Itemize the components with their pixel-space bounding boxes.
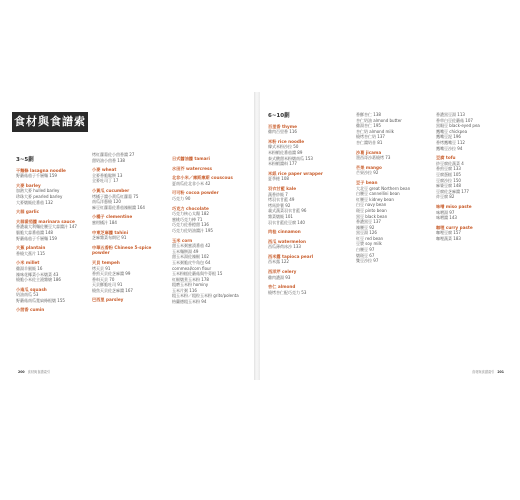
index-item: 鷹嘴豆泥 196 xyxy=(436,134,461,140)
index-item: 蔬香炒飯 7 xyxy=(268,191,288,197)
index-item: 雜菜燉飯 101 xyxy=(268,213,293,219)
index-item: 格蘭德粗玉米粉 94 xyxy=(172,299,207,305)
index-item: 韓式米粉沙拉 50 xyxy=(268,144,299,150)
index-item: 豆腐佐芝麻醬 177 xyxy=(436,188,469,194)
index-item: 芒果沙拉 92 xyxy=(356,170,379,176)
index-item: 甜奶油小茴香 138 xyxy=(92,157,125,163)
index-item: 烤天貝 91 xyxy=(92,265,111,271)
left-column-3 xyxy=(172,156,250,305)
index-entry-heading: 玉米 corn xyxy=(172,237,193,243)
index-item: 玉米麵餅湯 49 xyxy=(172,248,199,254)
index-item: 奶油南瓜 53 xyxy=(16,292,39,298)
index-item: 炸豆腐 82 xyxy=(436,194,455,200)
index-item: 黑眼豆 black-eyed pea xyxy=(436,123,480,129)
index-item: 芝麻雜菜布朗尼 91 xyxy=(92,235,127,241)
index-entry-heading: 巴西里 parsley xyxy=(92,297,124,303)
index-item: 墨西哥沙葛燒烤 73 xyxy=(356,155,391,161)
right-page xyxy=(260,92,512,380)
right-column-1 xyxy=(268,112,344,295)
index-item: 黑豆湯 126 xyxy=(356,230,377,236)
index-item: 鷹嘴豆沙拉 94 xyxy=(436,145,463,151)
index-entry-heading: 豆腐 tofu xyxy=(436,155,456,161)
index-item: 麻婆豆腐 148 xyxy=(436,183,461,189)
index-item: 羽衣甘藍佐豆腐 140 xyxy=(268,219,305,225)
index-item: 斑豆 pinto bean xyxy=(356,207,387,213)
left-column-1 xyxy=(16,156,90,313)
index-item: 燉斑豆 67 xyxy=(356,252,375,258)
index-item: 烤羽衣甘藍 49 xyxy=(268,197,295,203)
index-item: 雞肉濃湯 93 xyxy=(268,274,291,280)
index-entry-heading: 肉桂 cinnamon xyxy=(268,229,301,235)
index-item: 西瓜薄荷冰沙 133 xyxy=(268,244,301,250)
index-entry-heading: 可可粉 cocoa powder xyxy=(172,190,219,196)
index-item: 玉米粥脆皮牛角包 64 xyxy=(172,259,211,265)
index-item: 野蘑菇茄子千層麵 159 xyxy=(16,173,57,179)
index-item: 玉米片粥 116 xyxy=(172,287,197,293)
index-item: 香濃黑豆湯 113 xyxy=(436,112,465,117)
index-item: 烤馬鈴薯 92 xyxy=(268,202,291,208)
index-item: 巧克力核心太陽 182 xyxy=(172,211,209,217)
footer-label: 食材與食譜索引 xyxy=(472,370,495,374)
index-item: 豆漿 soy milk xyxy=(356,241,382,247)
index-item: 珍珠大麥 pearled barley xyxy=(16,193,63,199)
index-item: 白豆 navy bean xyxy=(356,202,387,208)
index-item: 南瓜洋蔥燒 120 xyxy=(92,199,121,205)
index-item: 香烤鷹嘴豆 112 xyxy=(436,139,465,145)
index-entry-heading: 米粉 rice noodle xyxy=(268,138,305,144)
index-item: 香酥杏仁 138 xyxy=(356,112,381,117)
index-entry-heading: 大蒜番茄醬 marinara sauce xyxy=(16,218,75,224)
index-item: 巧克力佐奶油醬汁 195 xyxy=(172,227,213,233)
index-entry-heading: 味噌 miso paste xyxy=(436,203,472,209)
index-item: 野蘑菇南瓜寬扁條根燉 155 xyxy=(16,297,65,303)
index-item: 味噌醬 143 xyxy=(436,215,457,221)
index-item: 燒脆小米佐主澆雜燴 186 xyxy=(16,277,61,283)
index-item: 天貝酥脆吐司 91 xyxy=(92,282,123,288)
index-entry-heading: 日式醬油醬 tamari xyxy=(172,156,210,161)
index-entry-heading: 大麥 barley xyxy=(16,182,41,188)
index-item: 香草白豆佐蘑菇 107 xyxy=(436,117,473,123)
index-item: 蜜桃巧克力棒 71 xyxy=(172,216,203,222)
index-item: 香燒大蕉片 115 xyxy=(16,250,45,256)
index-entry-heading: 羽衣甘藍 kale xyxy=(268,185,297,191)
index-item: 泰式酸甜米粉燉南瓜 153 xyxy=(268,155,313,161)
index-item: 夏南瓜佐北非小米 42 xyxy=(172,180,211,186)
index-entry-heading: 小橘子 clementine xyxy=(92,214,133,220)
index-item: 米粉蝦醬料 177 xyxy=(268,161,297,167)
index-item: 咖哩豆腐 157 xyxy=(436,230,461,236)
index-entry-heading: 西洋芹 celery xyxy=(268,269,297,275)
index-item: 燒烤杏仁奶 137 xyxy=(356,134,385,140)
page-title: 食材與食譜索引 xyxy=(12,112,88,132)
index-item: 豆腐蛋糕 105 xyxy=(436,171,461,177)
index-entry-heading: 巧克力 chocolate xyxy=(172,205,209,211)
index-item: 粗玉米粉／粗粒玉米粉 grits/polenta xyxy=(172,293,239,299)
index-item: 雞肉百里香 116 xyxy=(268,129,297,135)
index-entry-heading: 中華五香粉 Chinese 5-spice powder xyxy=(92,244,152,256)
index-item: 杏仁醬奶昔 81 xyxy=(356,139,383,145)
index-item: 燒烤杏仁配巧克力 53 xyxy=(268,289,307,295)
index-item: 加熱大麥 hulled barley xyxy=(16,188,60,194)
index-entry-heading: 小米 millet xyxy=(16,260,40,266)
index-item: 大麥燉飯佐番茄 132 xyxy=(16,199,53,205)
index-item: 烤紅蘿蔔佐小茴香醬 27 xyxy=(92,152,135,157)
index-item: 杏仁奶油 almond butter xyxy=(356,117,402,123)
index-item: 香料天貝 70 xyxy=(92,276,115,282)
right-footer xyxy=(472,369,506,374)
index-item: 辣味花椰菜小米燉菜 43 xyxy=(16,271,59,277)
index-entry-heading: 小麥 wheat xyxy=(92,167,117,173)
index-item: 腦脆大蒜番茄醬 148 xyxy=(16,229,53,235)
page-number: 201 xyxy=(497,370,504,374)
index-item: 炒豆腐佐蔬菜 4 xyxy=(436,160,464,166)
index-entry-heading: 大蒜 garlic xyxy=(16,209,40,215)
index-entry-heading: 西米露 tapioca pearl xyxy=(268,253,314,259)
index-entry-heading: 天貝 tempeh xyxy=(92,259,120,265)
index-item: 豆腐沙拉 150 xyxy=(436,177,461,183)
index-entry-heading: 中東芝麻醬 tahini xyxy=(92,229,129,235)
index-item: 紅椒燉煮玉米粉 178 xyxy=(172,276,209,282)
index-item: 白腰豆 cannellini bean xyxy=(356,191,400,197)
index-group-heading: 3~5劃 xyxy=(16,157,34,163)
footer-label: 食材與食譜索引 xyxy=(27,370,50,374)
index-item: 燒焦天貝佐芝麻醬 167 xyxy=(92,287,133,293)
index-item: 巧克力佐香橙甜 136 xyxy=(172,222,209,228)
index-entry-heading: 百里香 thyme xyxy=(268,123,297,129)
index-item: 玉米粉糕佐蘑菇與牛蒡根 15 xyxy=(172,271,223,277)
index-item: 義式蔬菜羽衣甘藍 96 xyxy=(268,208,307,214)
index-item: 香煎天貝佐芝麻醬 99 xyxy=(92,271,131,277)
index-item: 米粉蝦佐番茄醬 89 xyxy=(268,149,303,155)
index-entry-heading: 米紙 rice paper wrapper xyxy=(268,170,323,176)
index-entry-heading: 沙葛 jicama xyxy=(356,149,382,155)
left-footer xyxy=(16,369,50,374)
index-item: 香濃義大利麵佐腰豆大蒜醬汁 147 xyxy=(16,224,77,230)
page-number: 200 xyxy=(18,370,25,374)
index-item: 雞湯羊腿飯 16 xyxy=(16,265,43,271)
index-item: 味噌湯 97 xyxy=(436,209,455,215)
index-item: 夏季捲 108 xyxy=(268,176,289,182)
index-group-heading: 6~10劃 xyxy=(268,113,290,119)
index-item: 咖哩蔬菜 183 xyxy=(436,235,461,241)
index-item: 香煎豆腐 133 xyxy=(436,166,461,172)
index-item: 蜜柑橘汁 184 xyxy=(92,219,117,225)
index-item: 烤橘子醬小黃瓜紅蘿蔔 75 xyxy=(92,193,139,199)
index-item: 野蘑菇茄子千層麵 159 xyxy=(16,235,57,241)
index-item: 巧克力 90 xyxy=(172,195,191,201)
index-item: 杏仁奶 almond milk xyxy=(356,128,394,134)
index-item: 紅腰豆 kidney bean xyxy=(356,196,394,202)
index-item: 黑豆 black bean xyxy=(356,213,388,219)
index-item: 甜玉米湯佐辣椒 102 xyxy=(172,254,209,260)
index-entry-heading: 芒果 mango xyxy=(356,164,382,170)
index-entry-heading: 水田芥 watercress xyxy=(172,165,212,171)
index-item: 雞湯杏仁 195 xyxy=(356,123,381,129)
index-entry-heading: 咖哩 curry paste xyxy=(436,224,473,230)
index-item: 西米露 122 xyxy=(268,259,289,265)
index-entry-heading: 干麵條 lasagna noodle xyxy=(16,167,66,173)
index-item: 甜玉米粥蜜漬番茄 42 xyxy=(172,243,211,249)
index-item: 大北豆 great Northern bean xyxy=(356,185,411,191)
index-item: 白腰豆 97 xyxy=(356,247,375,253)
left-column-2 xyxy=(92,152,166,303)
index-entry-heading: 杏仁 almond xyxy=(268,284,296,290)
index-entry-heading: 小南瓜 squash xyxy=(16,286,47,292)
index-entry-heading: 豆子 bean xyxy=(356,179,378,185)
index-entry-heading: 小黃瓜 cucumber xyxy=(92,187,130,193)
index-item: 雙豆沙拉 97 xyxy=(356,258,379,264)
index-item: 全麥香脆鬆餅 13 xyxy=(92,172,123,178)
index-item: 紅豆 red bean xyxy=(356,235,384,241)
index-item: 粗磨玉米粉 hominy xyxy=(172,282,209,288)
index-item: cornmeal/corn flour xyxy=(172,265,212,271)
index-entry-heading: 北非小米／庫斯庫斯 couscous xyxy=(172,175,233,181)
index-entry-heading: 小茴香 cumin xyxy=(16,307,45,313)
index-item: 麻豆紅蘿蔔佐番茄辣椒醬 164 xyxy=(92,204,145,210)
right-column-2 xyxy=(356,112,430,264)
index-item: 辣腰豆 92 xyxy=(356,224,375,230)
right-column-3 xyxy=(436,112,510,241)
index-item: 鷹嘴豆 chickpea xyxy=(436,128,468,134)
index-item: 全麥吐司丁 17 xyxy=(92,178,119,184)
index-entry-heading: 西瓜 watermelon xyxy=(268,238,306,244)
index-entry-heading: 大蕉 plantain xyxy=(16,245,46,251)
index-item: 香濃黑豆 137 xyxy=(356,219,381,225)
